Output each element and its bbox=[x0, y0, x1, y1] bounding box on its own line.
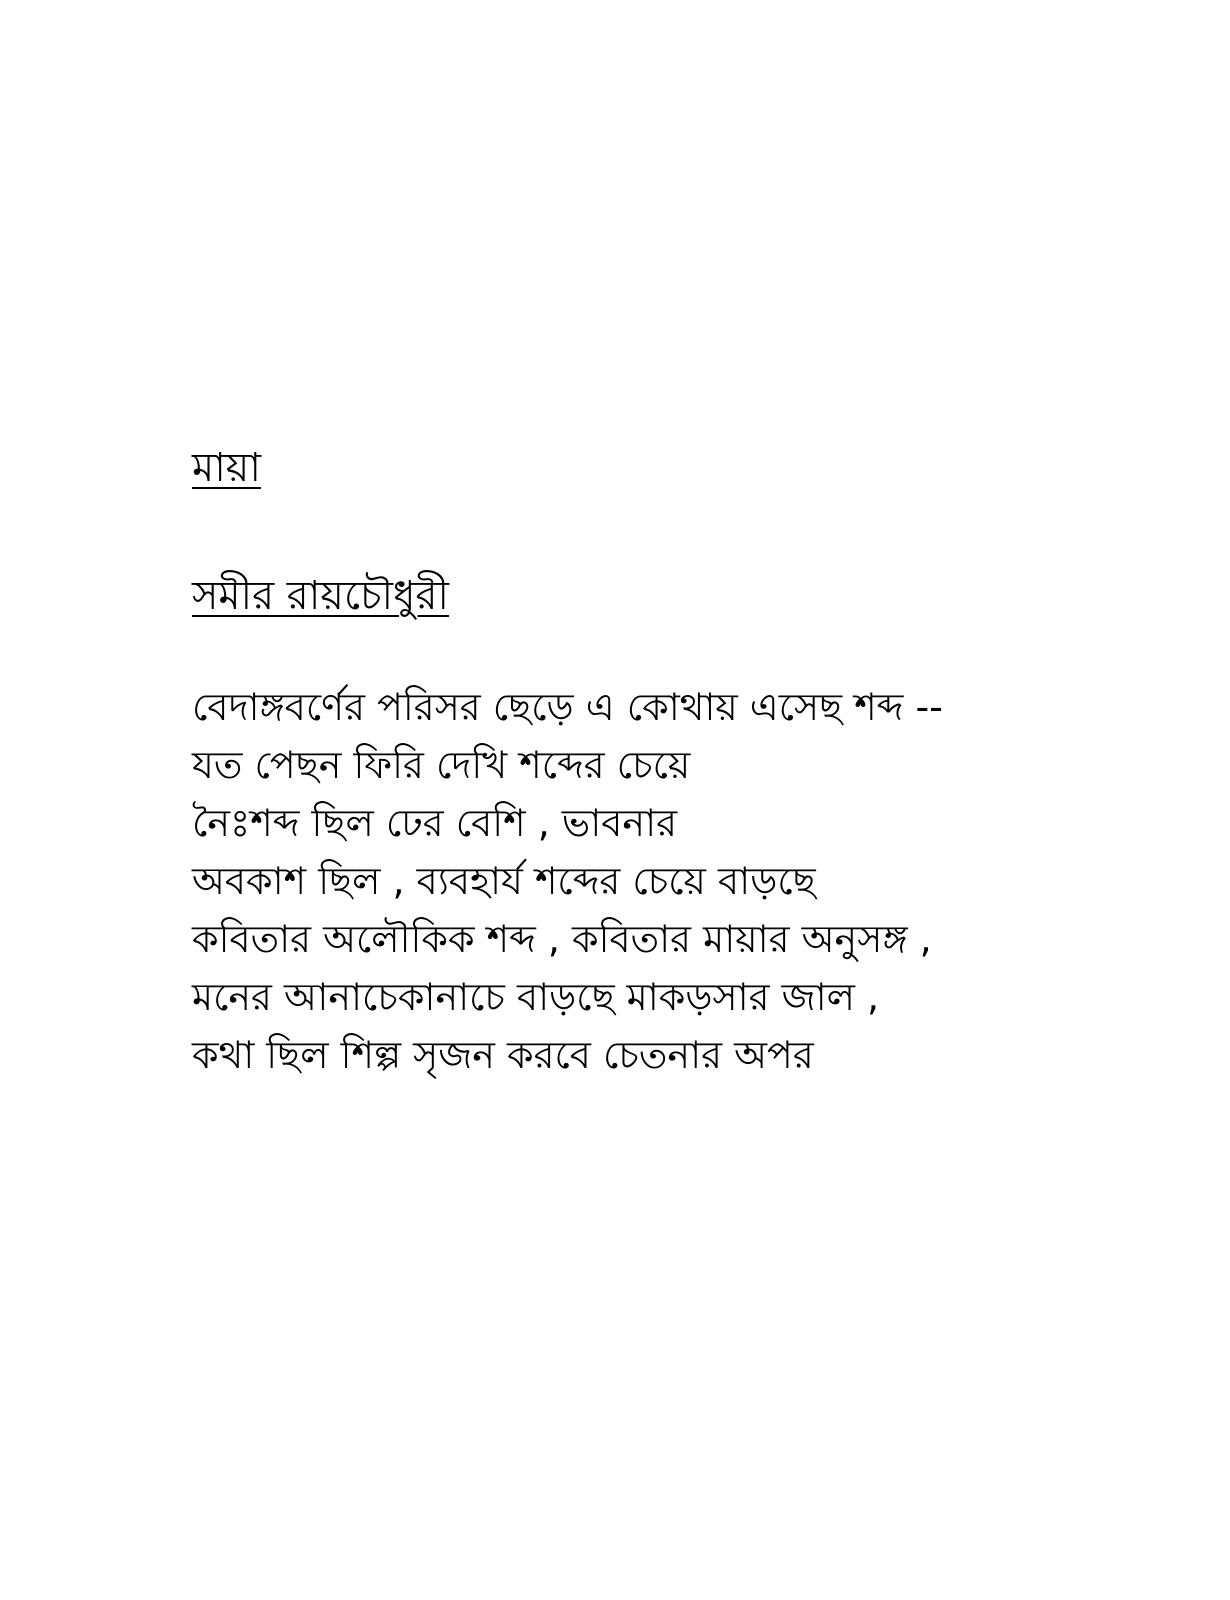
poem-line: অবকাশ ছিল , ব্যবহার্য শব্দের চেয়ে বাড়ছে bbox=[192, 859, 816, 903]
poem-author: সমীর রায়চৌধুরী bbox=[192, 573, 449, 619]
poem-body bbox=[192, 678, 1092, 1084]
poem-line: মনের আনাচেকানাচে বাড়ছে মাকড়সার জাল , bbox=[192, 975, 880, 1019]
poem-line: কথা ছিল শিল্প সৃজন করবে চেতনার অপর bbox=[192, 1033, 814, 1077]
poem-line: যত পেছন ফিরি দেখি শব্দের চেয়ে bbox=[192, 743, 691, 787]
poem-line: নৈঃশব্দ ছিল ঢের বেশি , ভাবনার bbox=[192, 801, 677, 845]
poem-line: কবিতার অলৌকিক শব্দ , কবিতার মায়ার অনুসঙ্গ , bbox=[192, 917, 932, 961]
poem-title: মায়া bbox=[192, 445, 261, 491]
poem-line: বেদাঙ্গবর্ণের পরিসর ছেড়ে এ কোথায় এসেছ শব্দ -- bbox=[192, 685, 943, 729]
